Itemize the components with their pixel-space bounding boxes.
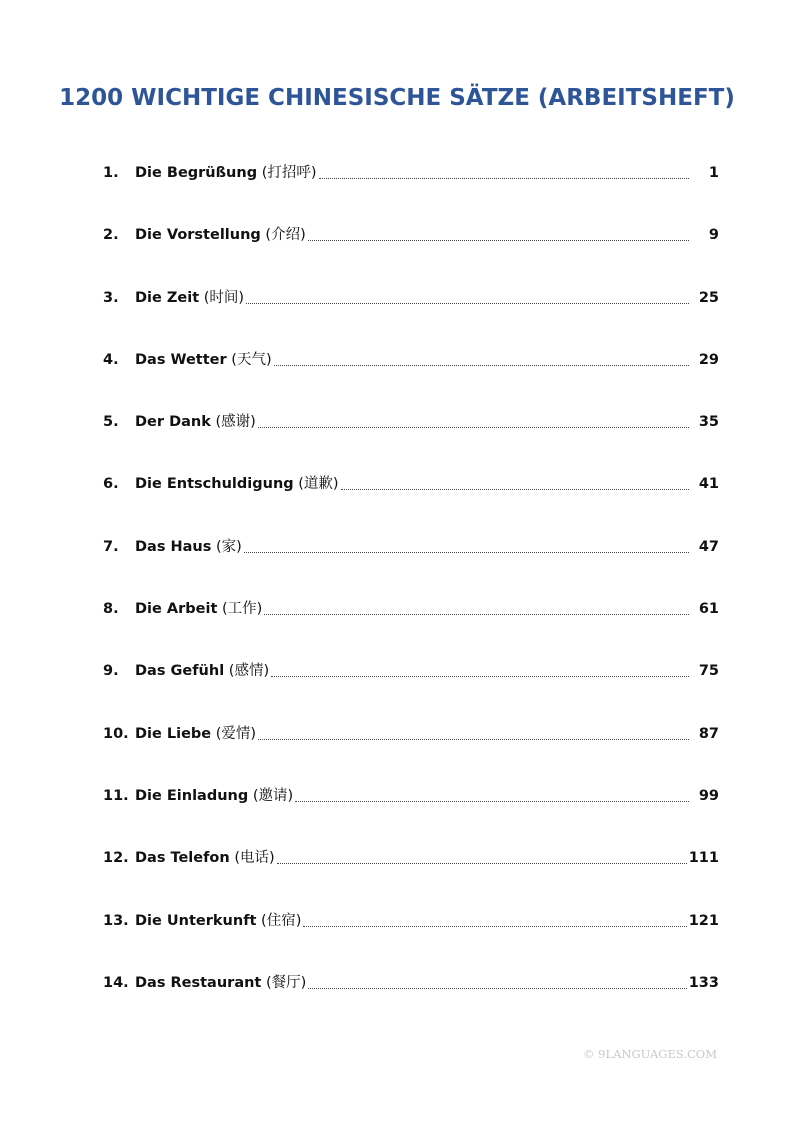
entry-page-number: 111 [688,850,719,867]
entry-title-chinese: (时间) [203,289,245,306]
dot-leader [303,925,686,927]
entry-title-chinese: (工作) [222,601,263,618]
entry-page-number: 75 [698,663,719,680]
entry-title-german: Die Arbeit [135,601,218,618]
entry-title-german: Die Einladung [135,787,249,804]
entry-title-chinese: (邀请) [252,787,294,804]
toc-entry[interactable] [103,157,719,189]
entry-title-german: Die Zeit [135,289,200,306]
toc-entry[interactable] [103,468,719,500]
toc-entry[interactable] [103,967,719,999]
entry-number: 8. [103,601,119,618]
entry-title-german: Die Begrüßung [135,165,258,181]
entry-page-number: 29 [698,351,719,368]
entry-title [135,282,244,314]
entry-title-german: Der Dank [135,414,211,431]
entry-title [135,593,262,625]
entry-number: 12. [103,850,129,867]
entry-number: 6. [103,476,119,493]
dot-leader [246,302,689,304]
entry-page-number: 133 [688,974,719,991]
entry-title-german: Das Haus [135,538,212,555]
entry-title [135,905,301,937]
entry-title [135,718,256,750]
entry-page-number: 99 [698,787,719,804]
page-title: 1200 WICHTIGE CHINESISCHE SÄTZE (ARBEITSHEFT) [59,85,735,111]
entry-number: 3. [103,289,119,306]
entry-number: 1. [103,165,119,181]
entry-title [135,780,293,812]
entry-number: 11. [103,787,129,804]
entry-title-chinese: (电话) [234,850,275,867]
entry-number: 13. [103,912,129,929]
dot-leader [319,177,689,179]
entry-number: 7. [103,538,119,555]
entry-page-number: 25 [698,289,719,306]
table-of-contents [103,157,719,1029]
entry-page-number: 35 [698,414,719,431]
entry-title [135,344,272,376]
entry-title-chinese: (天气) [231,351,272,368]
entry-page-number: 9 [708,227,719,244]
toc-entry[interactable] [103,905,719,937]
toc-entry[interactable] [103,842,719,874]
entry-title-chinese: (感情) [228,663,270,680]
toc-entry[interactable] [103,655,719,687]
entry-title [135,406,256,438]
entry-title-chinese: (道歉) [298,476,339,493]
entry-title-chinese: (介绍) [265,227,306,244]
entry-title-chinese: (感谢) [215,414,256,431]
toc-entry[interactable] [103,406,719,438]
dot-leader [308,987,686,989]
entry-title [135,219,306,251]
dot-leader [295,800,689,802]
entry-title-german: Das Gefühl [135,663,225,680]
entry-page-number: 121 [688,912,719,929]
entry-title [135,468,339,500]
entry-title-german: Das Wetter [135,351,227,368]
entry-title-chinese: (打招呼) [261,165,317,181]
dot-leader [264,613,689,615]
dot-leader [341,488,689,490]
toc-entry[interactable] [103,219,719,251]
dot-leader [244,551,689,553]
entry-page-number: 41 [698,476,719,493]
entry-number: 14. [103,974,129,991]
entry-title-german: Das Telefon [135,850,230,867]
dot-leader [274,364,689,366]
toc-entry[interactable] [103,593,719,625]
toc-entry[interactable] [103,344,719,376]
entry-title-chinese: (住宿) [261,912,302,929]
dot-leader [258,738,689,740]
entry-number: 4. [103,351,119,368]
entry-title [135,655,269,687]
entry-title [135,842,275,874]
toc-entry[interactable] [103,531,719,563]
toc-entry[interactable] [103,718,719,750]
entry-number: 10. [103,725,129,742]
dot-leader [277,862,687,864]
entry-title-chinese: (餐厅) [265,974,307,991]
toc-entry[interactable] [103,780,719,812]
entry-number: 2. [103,227,119,244]
dot-leader [271,675,689,677]
toc-entry[interactable] [103,282,719,314]
entry-number: 9. [103,663,119,680]
entry-title-german: Die Entschuldigung [135,476,294,493]
entry-number: 5. [103,414,119,431]
dot-leader [258,426,689,428]
entry-page-number: 47 [698,538,719,555]
entry-title-german: Die Liebe [135,725,212,742]
entry-page-number: 61 [698,601,719,618]
entry-title [135,531,242,563]
entry-page-number: 1 [708,165,719,181]
entry-title-german: Das Restaurant [135,974,262,991]
entry-title-german: Die Unterkunft [135,912,257,929]
entry-page-number: 87 [698,725,719,742]
entry-title [135,967,306,999]
entry-title [135,157,317,189]
dot-leader [308,239,689,241]
entry-title-chinese: (家) [215,538,242,555]
entry-title-german: Die Vorstellung [135,227,261,244]
copyright-footer: © 9LANGUAGES.COM [583,1047,718,1061]
entry-title-chinese: (爱情) [215,725,257,742]
